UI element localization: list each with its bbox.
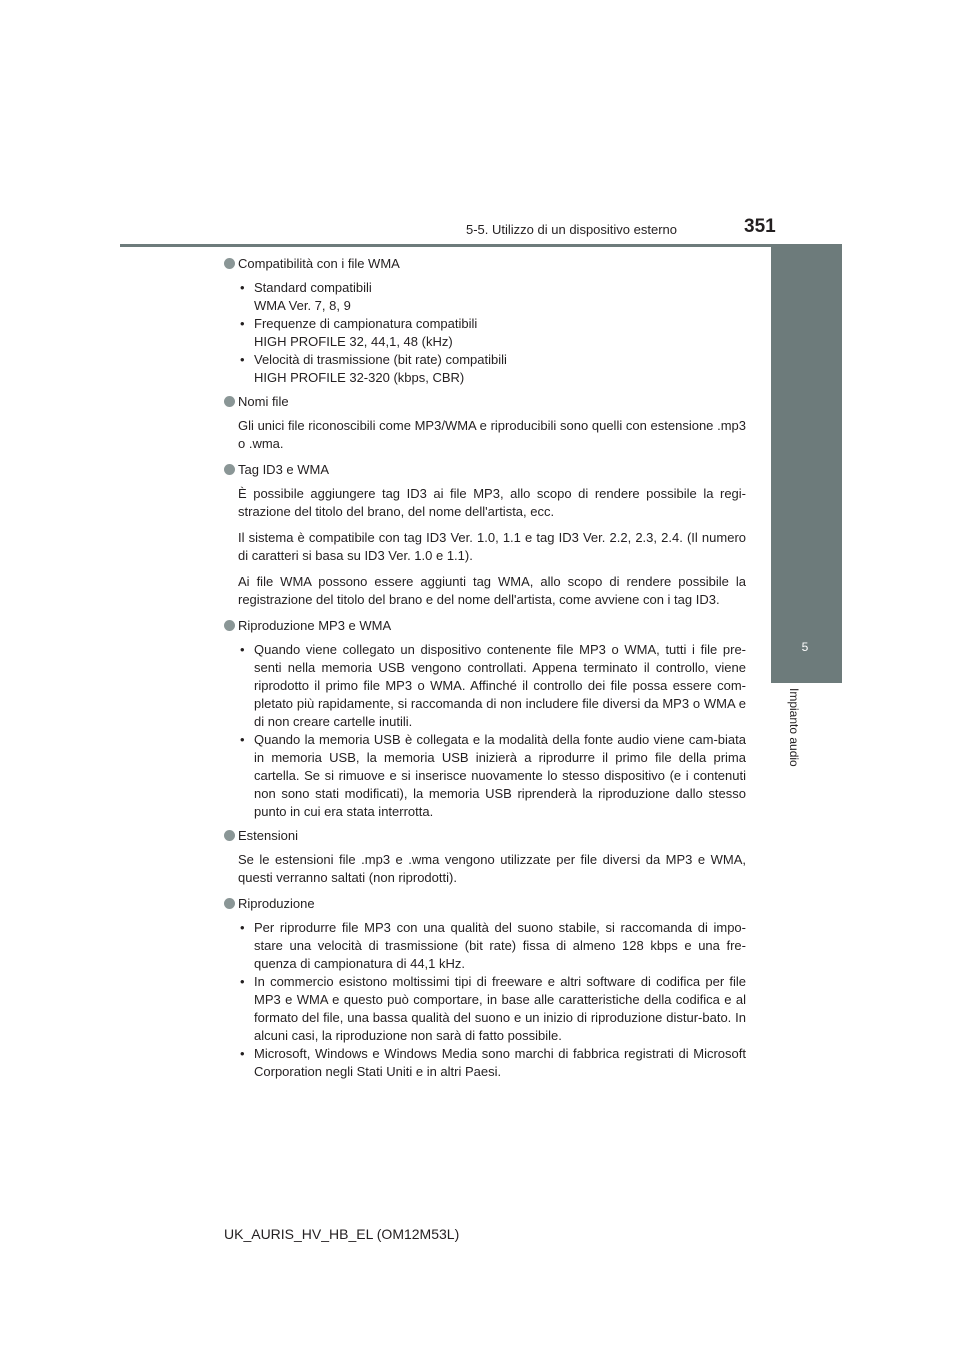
section-reproduction — [224, 895, 746, 1081]
section-title-text: Riproduzione MP3 e WMA — [238, 618, 392, 633]
list-item-text: Microsoft, Windows e Windows Media sono marchi di fabbrica registrati di Microsoft Corporation negli Stati Uniti e in altri Paesi. — [254, 1046, 746, 1079]
circle-bullet-icon — [224, 464, 235, 475]
list-item-subtext: HIGH PROFILE 32-320 (kbps, CBR) — [254, 370, 465, 385]
chapter-label: Impianto audio — [787, 688, 801, 767]
bullet-icon: • — [240, 316, 245, 331]
paragraph: È possibile aggiungere tag ID3 ai file MP3, allo scopo di rendere possibile la regi-strazione del titolo del brano, del nome dell'artista, ecc. — [238, 486, 746, 519]
circle-bullet-icon — [224, 396, 235, 407]
header-section-title: 5-5. Utilizzo di un dispositivo esterno — [466, 222, 677, 237]
circle-bullet-icon — [224, 258, 235, 269]
section-title — [224, 827, 746, 845]
section-tags — [224, 461, 746, 609]
paragraph: Gli unici file riconoscibili come MP3/WMA e riproducibili sono quelli con estensione .mp3 o .wma. — [238, 418, 746, 451]
header-rule — [120, 244, 842, 247]
bullet-icon: • — [240, 920, 245, 935]
bullet-list — [224, 919, 746, 1081]
section-title — [224, 393, 746, 411]
section-title-text: Nomi file — [238, 394, 289, 409]
bullet-icon: • — [240, 642, 245, 657]
list-item — [238, 919, 746, 973]
list-item — [238, 351, 746, 387]
list-item-text: Velocità di trasmissione (bit rate) compatibili — [254, 352, 507, 367]
list-item — [238, 641, 746, 731]
section-title-text: Tag ID3 e WMA — [238, 462, 330, 477]
list-item-text: Quando la memoria USB è collegata e la modalità della fonte audio viene cam-biata in memoria USB, la memoria USB inizierà a riprodurre il primo file della prima cartella. Se si rimuove e si inserisce nuovamente lo stesso dispositivo (e i contenuti non sono stati modificati), la memoria USB riprenderà la riproduzione dallo stesso punto in cui era stata interrotta. — [254, 732, 746, 819]
list-item — [238, 279, 746, 315]
circle-bullet-icon — [224, 620, 235, 631]
circle-bullet-icon — [224, 898, 235, 909]
list-item-text: Frequenze di campionatura compatibili — [254, 316, 478, 331]
paragraph: Ai file WMA possono essere aggiunti tag WMA, allo scopo di rendere possibile la registrazione del titolo del brano e del nome dell'artista, come avviene con i tag ID3. — [238, 574, 746, 607]
list-item-text: In commercio esistono moltissimi tipi di freeware e altri software di codifica per file MP3 e WMA e questo può comportare, in base alle caratteristiche della codifica e al formato del file, una bassa qualità del suono e un inizio di riproduzione distur-bato. In alcuni casi, la riproduzione non sarà di fatto possibile. — [254, 974, 746, 1043]
section-title — [224, 461, 746, 479]
bullet-icon: • — [240, 732, 245, 747]
section-title-text: Estensioni — [238, 828, 298, 843]
bullet-list — [224, 641, 746, 821]
circle-bullet-icon — [224, 830, 235, 841]
page-content — [224, 255, 746, 1087]
list-item — [238, 731, 746, 821]
bullet-icon: • — [240, 280, 245, 295]
document-code-footer: UK_AURIS_HV_HB_EL (OM12M53L) — [224, 1226, 460, 1242]
list-item-text: Quando viene collegato un dispositivo contenente file MP3 o WMA, tutti i file pre-senti nella memoria USB vengono controllati. Appena terminato il controllo, viene riprodotto il primo file MP3 o WMA. Affinché il controllo dei file possa essere com-pletato più rapidamente, si raccomanda di non includere file diversi da MP3 o WMA e di non creare cartelle inutili. — [254, 642, 746, 729]
section-title — [224, 255, 746, 273]
section-extensions — [224, 827, 746, 887]
bullet-icon: • — [240, 1046, 245, 1061]
section-title — [224, 617, 746, 635]
section-filenames — [224, 393, 746, 453]
chapter-tab-number-block — [771, 625, 842, 683]
list-item — [238, 315, 746, 351]
section-wma — [224, 255, 746, 387]
section-title-text: Compatibilità con i file WMA — [238, 256, 400, 271]
section-playback — [224, 617, 746, 821]
list-item — [238, 1045, 746, 1081]
paragraph: Il sistema è compatibile con tag ID3 Ver. 1.0, 1.1 e tag ID3 Ver. 2.2, 2.3, 2.4. (Il numero di caratteri si basa su ID3 Ver. 1.0 e 1.1). — [238, 530, 746, 563]
page-number: 351 — [744, 216, 776, 237]
list-item-subtext: WMA Ver. 7, 8, 9 — [254, 298, 351, 313]
bullet-list — [224, 279, 746, 387]
paragraph: Se le estensioni file .mp3 e .wma vengono utilizzate per file diversi da MP3 e WMA, questi verranno saltati (non riprodotti). — [238, 852, 746, 885]
list-item-text: Standard compatibili — [254, 280, 372, 295]
list-item — [238, 973, 746, 1045]
chapter-tab-upper — [771, 247, 842, 625]
list-item-text: Per riprodurre file MP3 con una qualità del suono stabile, si raccomanda di impo-stare una velocità di trasmissione (bit rate) fissa di almeno 128 kbps e una fre-quenza di campionatura di 44,1 kHz. — [254, 920, 746, 971]
section-title — [224, 895, 746, 913]
bullet-icon: • — [240, 352, 245, 367]
section-title-text: Riproduzione — [238, 896, 315, 911]
bullet-icon: • — [240, 974, 245, 989]
chapter-number: 5 — [801, 640, 809, 654]
list-item-subtext: HIGH PROFILE 32, 44,1, 48 (kHz) — [254, 334, 453, 349]
